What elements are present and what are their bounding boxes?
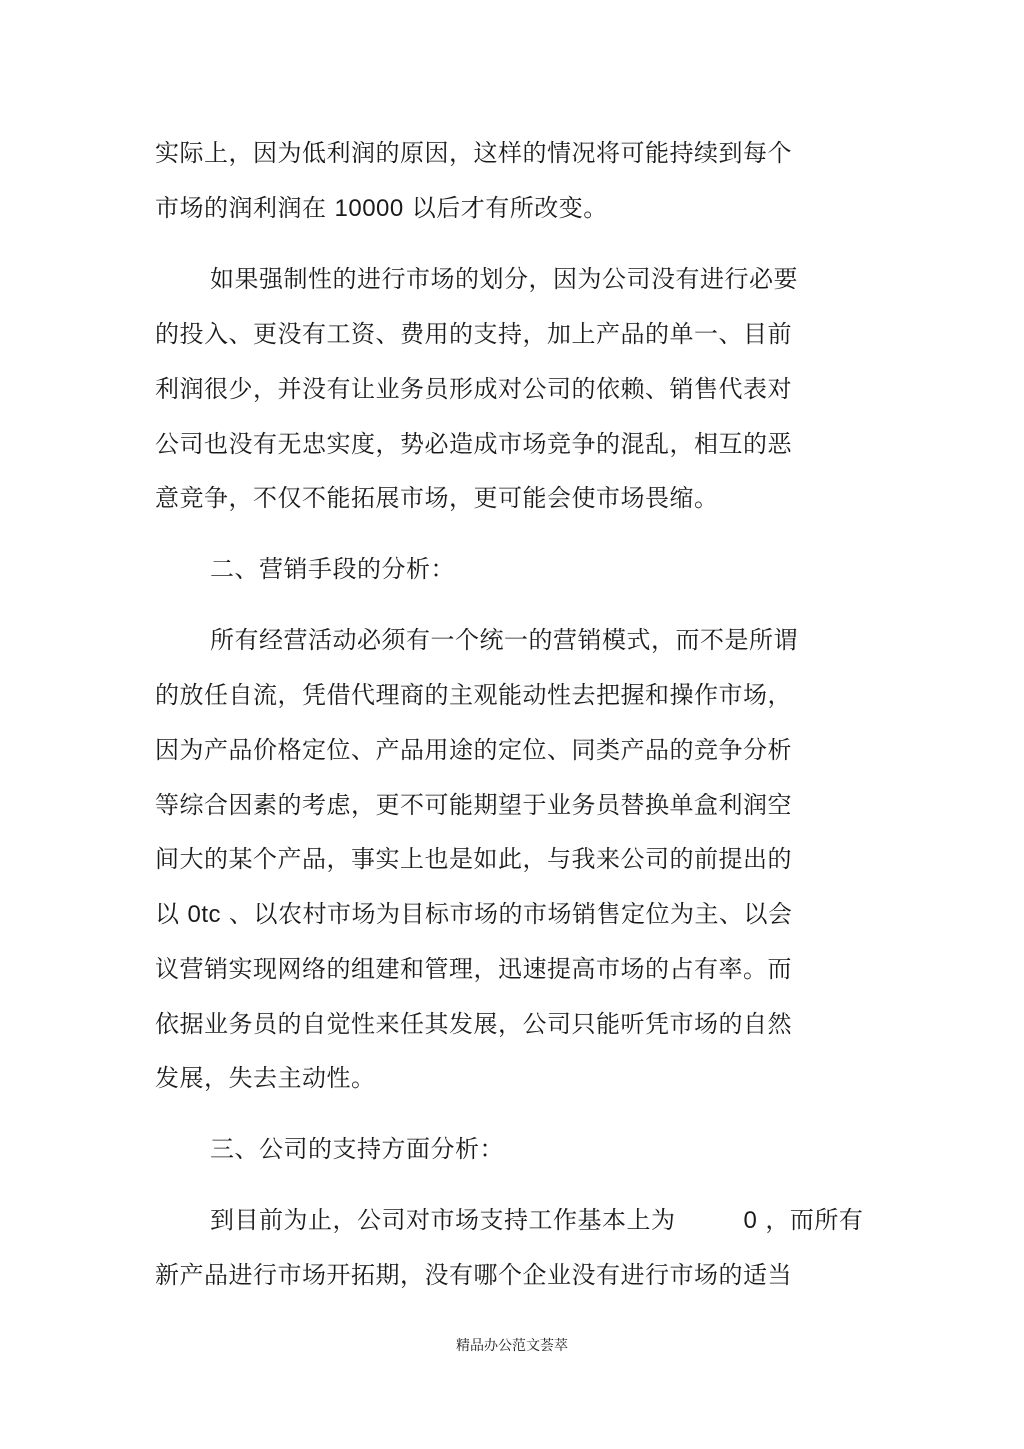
number-value: 10000 — [334, 195, 404, 222]
text-segment: 市场的润利润在 — [155, 194, 327, 222]
paragraph-first-line — [210, 1205, 863, 1235]
text-line — [155, 193, 608, 223]
text-line — [155, 735, 792, 765]
abbreviation-value: 0tc — [187, 901, 222, 928]
text-segment: 议营销实现网络的组建和管理，迅速提高市场的占有率。而 — [155, 955, 792, 983]
text-line — [155, 374, 792, 404]
text-segment: 的放任自流，凭借代理商的主观能动性去把握和操作市场， — [155, 681, 792, 709]
text-segment: 新产品进行市场开拓期，没有哪个企业没有进行市场的适当 — [155, 1261, 792, 1289]
text-segment: 实际上，因为低利润的原因，这样的情况将可能持续到每个 — [155, 139, 792, 167]
heading-text: 三、公司的支持方面分析： — [210, 1135, 504, 1163]
text-segment: 利润很少，并没有让业务员形成对公司的依赖、销售代表对 — [155, 375, 792, 403]
number-value: 0 — [743, 1207, 758, 1234]
text-line — [155, 954, 792, 984]
text-segment: 到目前为止，公司对市场支持工作基本上为 — [210, 1206, 676, 1234]
text-segment: 依据业务员的自觉性来任其发展，公司只能听凭市场的自然 — [155, 1010, 792, 1038]
text-line — [155, 319, 792, 349]
text-segment: 公司也没有无忠实度，势必造成市场竞争的混乱，相互的恶 — [155, 430, 792, 458]
text-line — [155, 680, 792, 710]
text-segment: 以 — [155, 900, 180, 928]
text-segment: 等综合因素的考虑，更不可能期望于业务员替换单盒利润空 — [155, 791, 792, 819]
text-segment: 因为产品价格定位、产品用途的定位、同类产品的竞争分析 — [155, 736, 792, 764]
section-heading — [210, 1134, 504, 1164]
text-line — [155, 138, 792, 168]
text-line — [155, 844, 792, 874]
text-segment: 以后才有所改变。 — [411, 194, 608, 222]
section-heading — [210, 554, 455, 584]
paragraph-first-line — [210, 264, 798, 294]
text-segment: 发展，失去主动性。 — [155, 1064, 376, 1092]
text-line — [155, 1260, 792, 1290]
text-line — [155, 483, 719, 513]
text-line — [155, 790, 792, 820]
paragraph-first-line — [210, 625, 798, 655]
text-line — [155, 1009, 792, 1039]
text-line — [155, 429, 792, 459]
text-segment: 意竞争，不仅不能拓展市场，更可能会使市场畏缩。 — [155, 484, 719, 512]
footer-text: 精品办公范文荟萃 — [456, 1338, 568, 1354]
page-footer — [0, 1336, 1024, 1356]
text-line — [155, 1063, 376, 1093]
text-line — [155, 899, 793, 929]
text-segment: 间大的某个产品，事实上也是如此，与我来公司的前提出的 — [155, 845, 792, 873]
text-segment: 的投入、更没有工资、费用的支持，加上产品的单一、目前 — [155, 320, 792, 348]
text-segment: ，而所有 — [765, 1206, 864, 1234]
text-segment: 所有经营活动必须有一个统一的营销模式，而不是所谓 — [210, 626, 798, 654]
text-segment: 如果强制性的进行市场的划分，因为公司没有进行必要 — [210, 265, 798, 293]
text-segment: 、以农村市场为目标市场的市场销售定位为主、以会 — [229, 900, 793, 928]
heading-text: 二、营销手段的分析： — [210, 555, 455, 583]
